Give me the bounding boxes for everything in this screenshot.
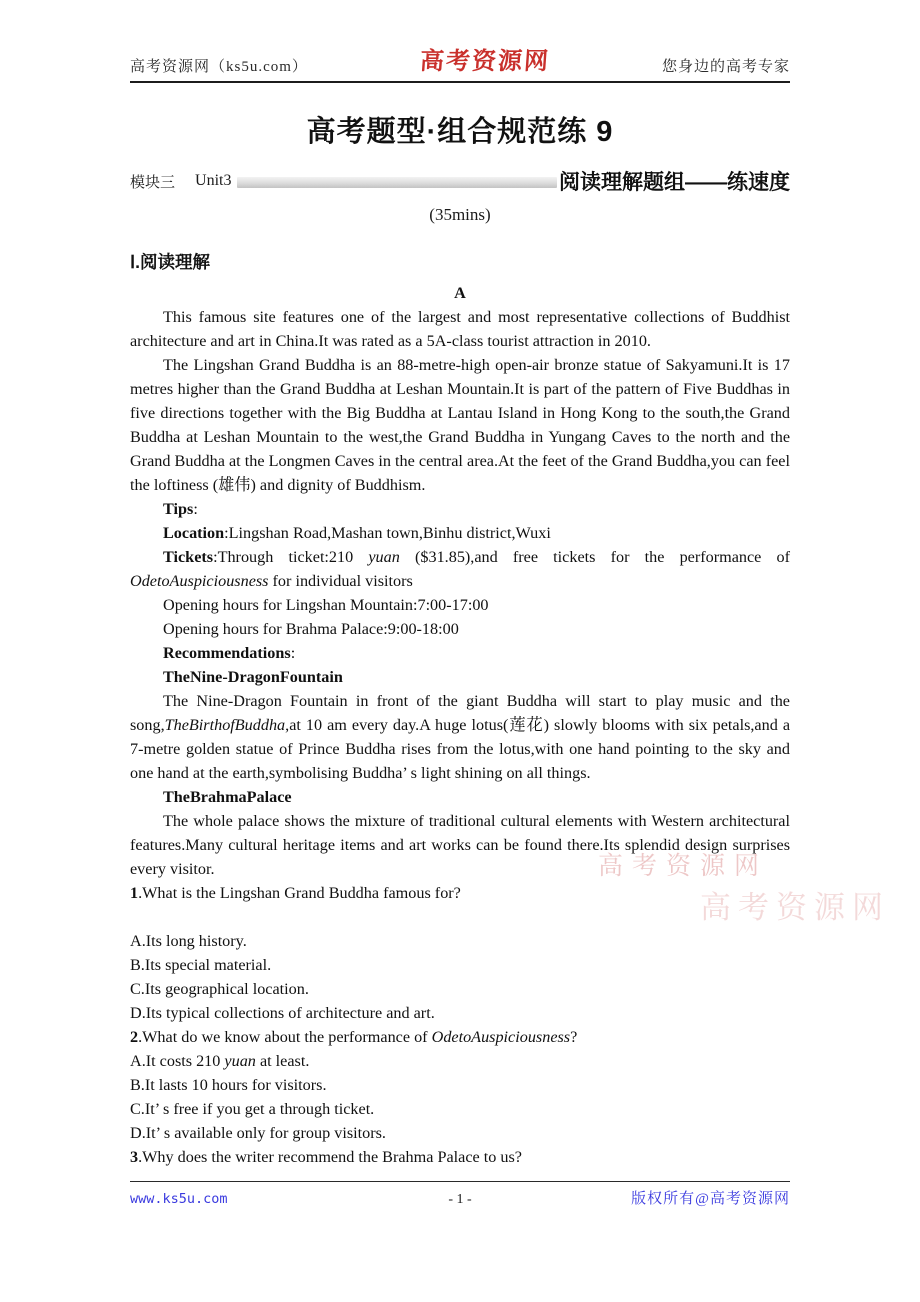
header-slogan: 您身边的高考专家 <box>661 59 790 75</box>
option-2d: D.It’ s available only for group visitors. <box>130 1124 386 1142</box>
recommendation-title-fountain: TheNine-DragonFountain <box>163 668 343 686</box>
paragraph: The whole palace shows the mixture of traditional cultural elements with Western architectural features.Many cultural heritage items and art works can be found there.Its splendid design surprises every visitor. <box>130 812 790 878</box>
footer-site-link[interactable]: www.ks5u.com <box>130 1191 228 1207</box>
paragraph: The Lingshan Grand Buddha is an 88-metre-high open-air bronze statue of Sakyamuni.It is 17 metres higher than the Grand Buddha at Leshan Mountain.It is part of the pattern of Five Buddhas in five directions together with the Big Buddha at Lantau Island in Hong Kong to the south,the Grand Buddha at Leshan Mountain to the west,the Grand Buddha in Yungang Caves to the north and the Grand Buddha at the Longmen Caves in the central area.At the feet of the Grand Buddha,you can feel the loftiness (雄伟) and dignity of Buddhism. <box>130 356 790 494</box>
recommendation-title-palace: TheBrahmaPalace <box>163 788 292 806</box>
question-3: 3.Why does the writer recommend the Brahma Palace to us? <box>130 1148 522 1166</box>
page-number: - 1 - <box>448 1192 472 1207</box>
watermark: 高考资源网 <box>598 853 769 880</box>
page-header <box>130 0 790 83</box>
tip-tickets: Tickets:Through ticket:210 yuan ($31.85),and free tickets for the performance of OdetoAuspiciousness for individual visitors <box>130 548 790 590</box>
passage-body <box>130 250 790 1169</box>
option-2a: A.It costs 210 yuan at least. <box>130 1052 310 1070</box>
topic-label: 阅读理解题组——练速度 <box>559 171 790 194</box>
divider-bar <box>237 177 557 188</box>
page-footer <box>130 1181 790 1208</box>
option-1a: A.Its long history. <box>130 932 247 950</box>
footer-copyright: 版权所有@高考资源网 <box>631 1191 790 1207</box>
tip-hours-mountain: Opening hours for Lingshan Mountain:7:00-17:00 <box>163 596 489 614</box>
module-label: 模块三 <box>130 174 176 191</box>
duration-label: (35mins) <box>429 205 491 224</box>
section-heading: Ⅰ.阅读理解 <box>130 252 211 272</box>
unit-label: Unit3 <box>195 172 232 189</box>
spacer <box>130 905 790 929</box>
question-1: 1.What is the Lingshan Grand Buddha famous for? <box>130 884 461 902</box>
watermark: 高考资源网 <box>700 890 890 925</box>
paragraph: This famous site features one of the largest and most representative collections of Buddhist architecture and art in China.It was rated as a 5A-class tourist attraction in 2010. <box>130 308 790 350</box>
option-1b: B.Its special material. <box>130 956 272 974</box>
question-2: 2.What do we know about the performance of OdetoAuspiciousness? <box>130 1028 578 1046</box>
option-1c: C.Its geographical location. <box>130 980 309 998</box>
paragraph: The Nine-Dragon Fountain in front of the giant Buddha will start to play music and the song,TheBirthofBuddha,at 10 am every day.A huge lotus(莲花) slowly blooms with six petals,and a 7-metre golden statue of Prince Buddha rises from the lotus,with one hand pointing to the sky and one hand at the earth,symbolising Buddha’ s light shining on all things. <box>130 692 790 782</box>
option-1d: D.Its typical collections of architecture and art. <box>130 1004 435 1022</box>
recommendations-heading: Recommendations: <box>163 644 296 662</box>
passage-label: A <box>454 284 466 302</box>
ks5u-logo: 高考资源网 <box>419 49 551 75</box>
tip-location: Location:Lingshan Road,Mashan town,Binhu district,Wuxi <box>163 524 551 542</box>
subtitle-row <box>130 166 790 196</box>
tips-heading: Tips: <box>163 500 198 518</box>
header-site-name: 高考资源网（ks5u.com） <box>130 59 308 75</box>
page-title: 高考题型·组合规范练 9 <box>306 116 614 148</box>
option-2b: B.It lasts 10 hours for visitors. <box>130 1076 327 1094</box>
option-2c: C.It’ s free if you get a through ticket. <box>130 1100 375 1118</box>
tip-hours-palace: Opening hours for Brahma Palace:9:00-18:00 <box>163 620 459 638</box>
